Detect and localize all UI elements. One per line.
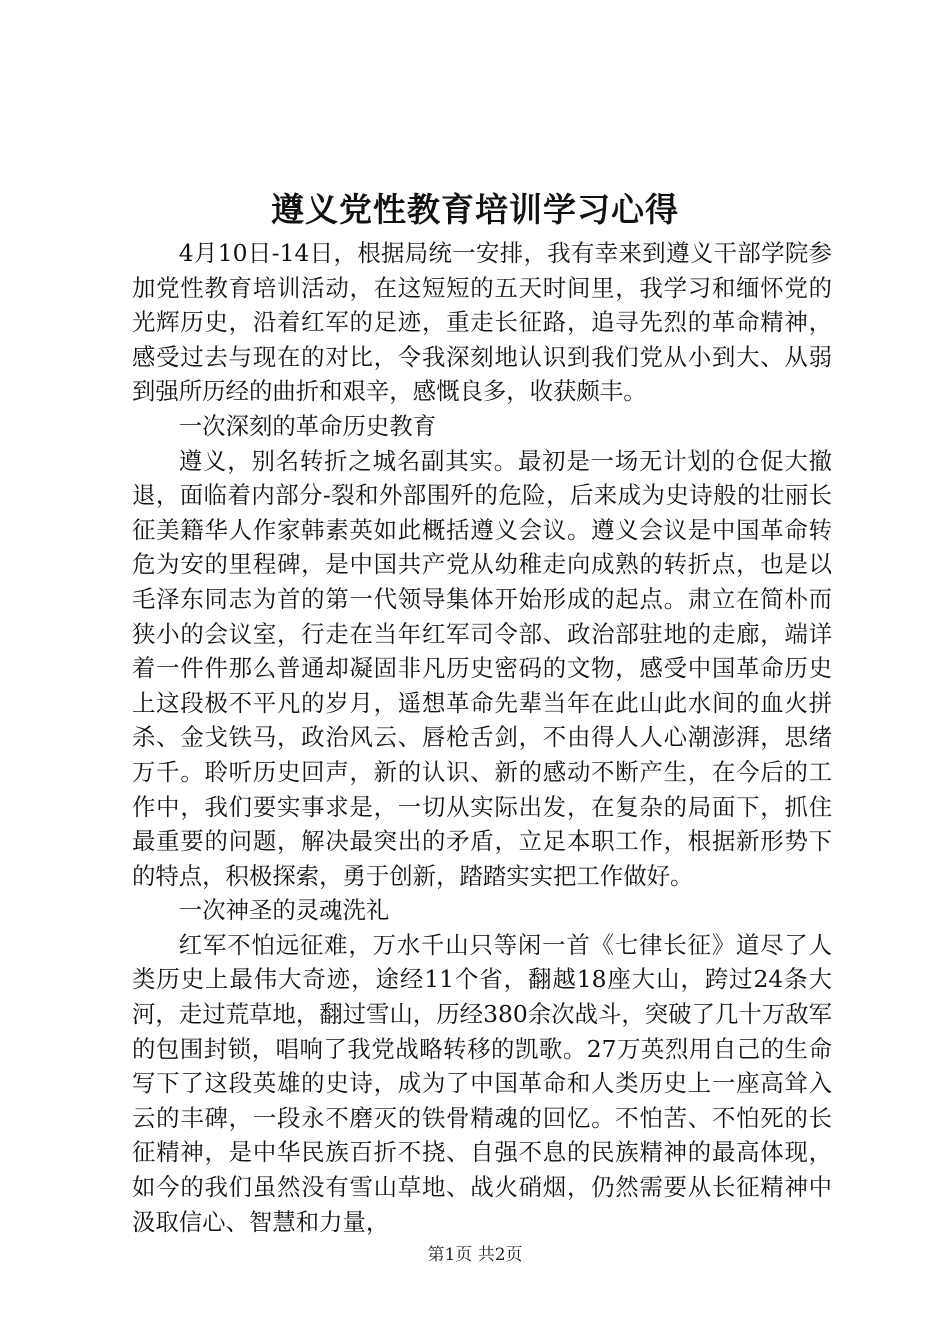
document-body	[132, 236, 832, 1239]
section-heading-history-education: 一次深刻的革命历史教育	[178, 411, 437, 440]
paragraph-zunyi-meeting: 遵义，别名转折之城名副其实。最初是一场无计划的仓促大撤退，面临着内部分-裂和外部围歼的危险，后来成为史诗般的壮丽长征美籍华人作家韩素英如此概括遵义会议。遵义会议是中国革命转危为安的里程碑，是中国共产党从幼稚走向成熟的转折点，也是以毛泽东同志为首的第一代领导集体开始形成的起点。肃立在简朴而狭小的会议室，行走在当年红军司令部、政治部驻地的走廊，端详着一件件那么普通却凝固非凡历史密码的文物，感受中国革命历史上这段极不平凡的岁月，遥想革命先辈当年在此山此水间的血火拼杀、金戈铁马，政治风云、唇枪舌剑，不由得人人心潮澎湃，思绪万千。聆听历史回声，新的认识、新的感动不断产生，在今后的工作中，我们要实事求是，一切从实际出发，在复杂的局面下，抓住最重要的问题，解决最突出的矛盾，立足本职工作，根据新形势下的特点，积极探索，勇于创新，踏踏实实把工作做好。	[132, 446, 832, 890]
paragraph-long-march: 红军不怕远征难，万水千山只等闲一首《七律长征》道尽了人类历史上最伟大奇迹，途经11个省，翻越18座大山，跨过24条大河，走过荒草地，翻过雪山，历经380余次战斗，突破了几十万敌军的包围封锁，唱响了我党战略转移的凯歌。27万英烈用自己的生命写下了这段英雄的史诗，成为了中国革命和人类历史上一座高耸入云的丰碑，一段永不磨灭的铁骨精魂的回忆。不怕苦、不怕死的长征精神，是中华民族百折不挠、自强不息的民族精神的最高体现，如今的我们虽然没有雪山草地、战火硝烟，仍然需要从长征精神中汲取信心、智慧和力量，	[132, 930, 832, 1236]
page-number-footer: 第1页 共2页	[427, 1245, 523, 1265]
document-title: 遵义党性教育培训学习心得	[271, 190, 679, 229]
section-heading-soul-baptism: 一次神圣的灵魂洗礼	[178, 896, 390, 925]
paragraph-intro: 4月10日-14日，根据局统一安排，我有幸来到遵义干部学院参加党性教育培训活动，在这短短的五天时间里，我学习和缅怀党的光辉历史，沿着红军的足迹，重走长征路，追寻先烈的革命精神，感受过去与现在的对比，令我深刻地认识到我们党从小到大、从弱到强所历经的曲折和艰辛，感慨良多，收获颇丰。	[132, 239, 832, 406]
